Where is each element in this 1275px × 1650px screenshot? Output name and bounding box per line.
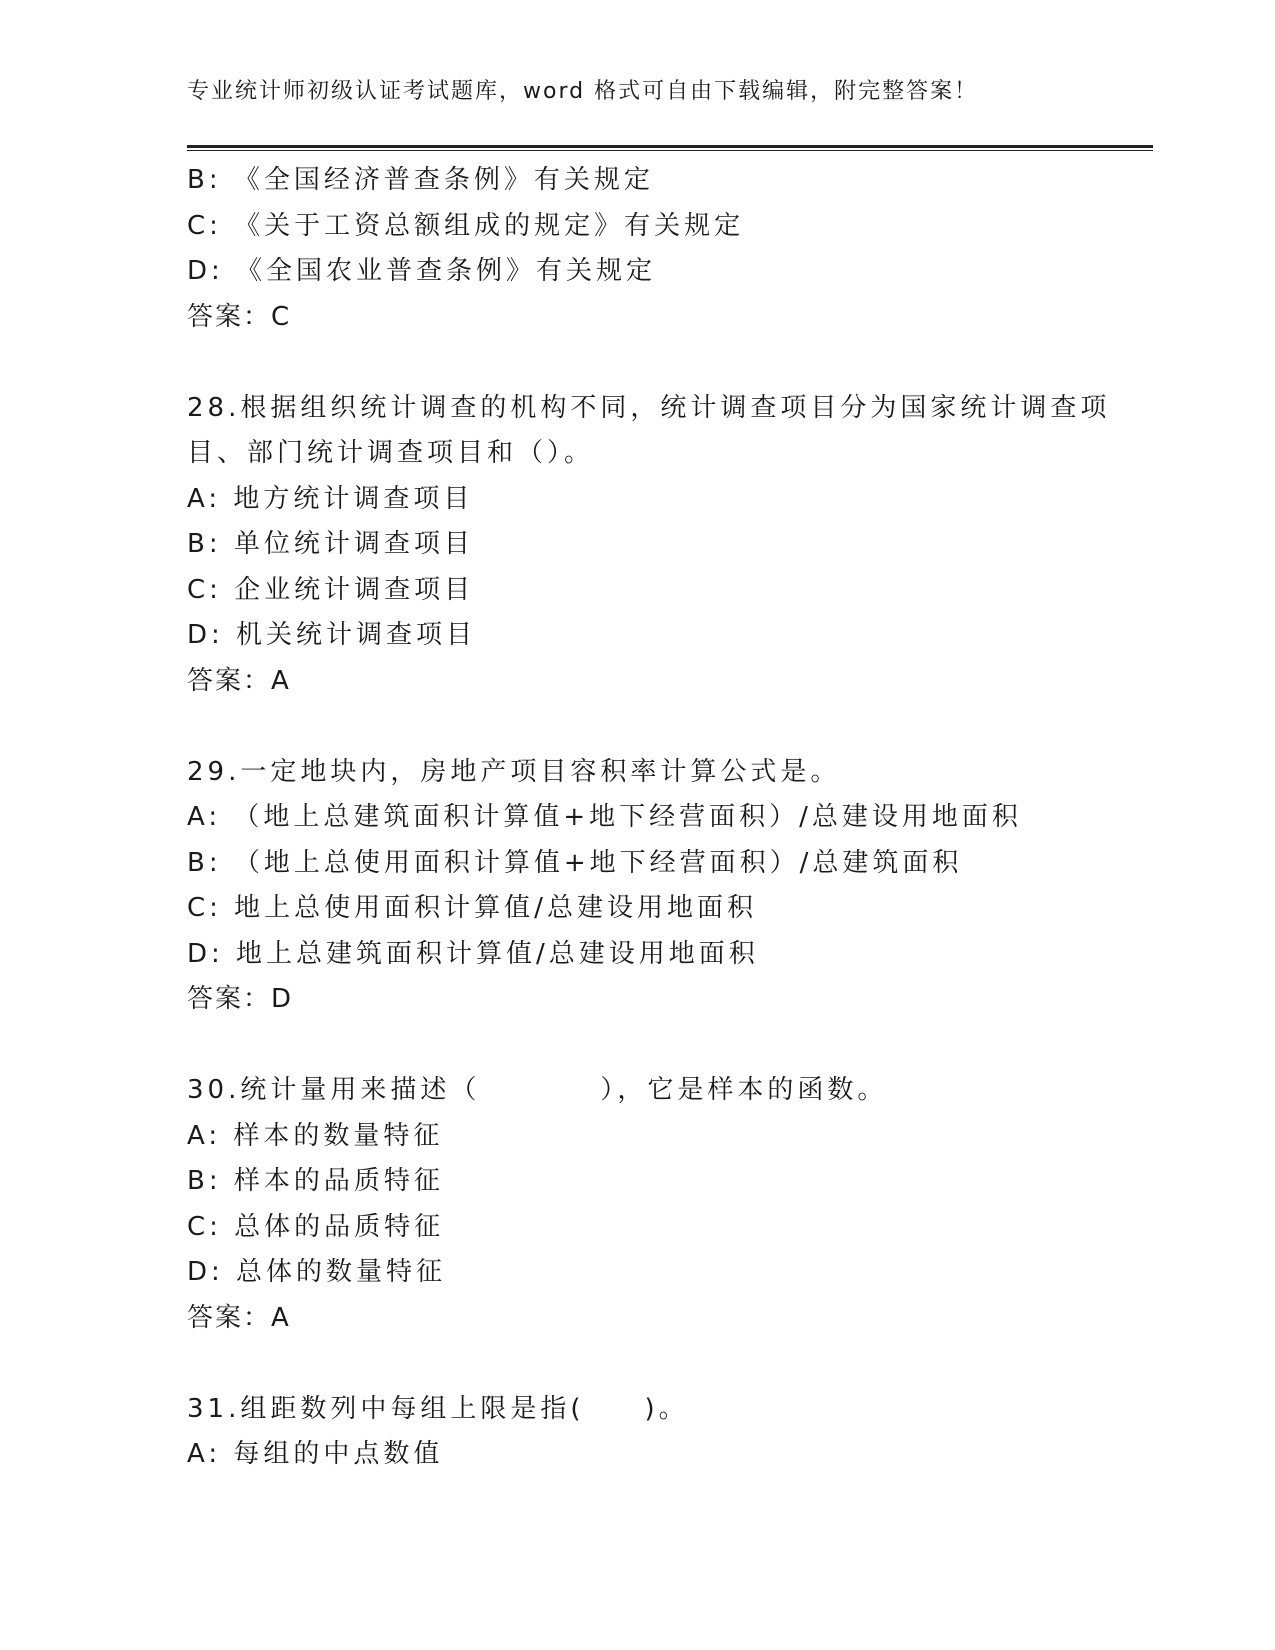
option-b: B: 单位统计调查项目 (187, 529, 474, 559)
spacer (187, 704, 1107, 750)
page-header: 专业统计师初级认证考试题库，word 格式可自由下载编辑，附完整答案！ (187, 79, 979, 104)
prev-question-block (187, 158, 1107, 340)
question-content (187, 158, 1111, 1478)
question-stem-line-1: 30.统计量用来描述（ ），它是样本的函数。 (187, 1075, 888, 1105)
spacer (187, 1341, 1107, 1387)
answer-line: 答案：A (187, 665, 291, 696)
question-stem-line-2: 目、部门统计调查项目和（）。 (187, 438, 595, 468)
header-rule-thick (187, 145, 1153, 148)
option-d: D: 《全国农业普查条例》有关规定 (187, 256, 657, 286)
spacer (187, 340, 1107, 386)
question-29 (187, 750, 1107, 1023)
question-28 (187, 386, 1111, 705)
option-b: B: （地上总使用面积计算值+地下经营面积）/总建筑面积 (187, 847, 963, 878)
option-a: A: 样本的数量特征 (187, 1120, 444, 1151)
option-c: C: 企业统计调查项目 (187, 574, 475, 605)
spacer (187, 1023, 1107, 1069)
question-stem-line-1: 28.根据组织统计调查的机构不同，统计调查项目分为国家统计调查项 (187, 392, 1111, 423)
option-d: D: 总体的数量特征 (187, 1257, 447, 1287)
header-rule-thin (187, 150, 1153, 151)
question-31 (187, 1387, 1107, 1478)
option-c: C: 总体的品质特征 (187, 1211, 445, 1242)
answer-line: 答案：D (187, 984, 294, 1014)
answer-line: 答案：C (187, 301, 292, 332)
option-b: B: 样本的品质特征 (187, 1166, 444, 1196)
answer-line: 答案：A (187, 1302, 291, 1333)
option-d: D: 机关统计调查项目 (187, 620, 477, 650)
option-c: C: 《关于工资总额组成的规定》有关规定 (187, 210, 745, 241)
question-stem-line-1: 31.组距数列中每组上限是指( )。 (187, 1393, 689, 1424)
option-c: C: 地上总使用面积计算值/总建设用地面积 (187, 893, 757, 923)
question-stem-line-1: 29.一定地块内，房地产项目容积率计算公式是。 (187, 756, 841, 787)
question-30 (187, 1068, 1107, 1341)
option-a: A: 每组的中点数值 (187, 1439, 444, 1469)
option-a: A: 地方统计调查项目 (187, 483, 474, 514)
option-b: B: 《全国经济普查条例》有关规定 (187, 165, 654, 195)
option-d: D: 地上总建筑面积计算值/总建设用地面积 (187, 938, 759, 969)
option-a: A: （地上总建筑面积计算值+地下经营面积）/总建设用地面积 (187, 802, 1022, 832)
